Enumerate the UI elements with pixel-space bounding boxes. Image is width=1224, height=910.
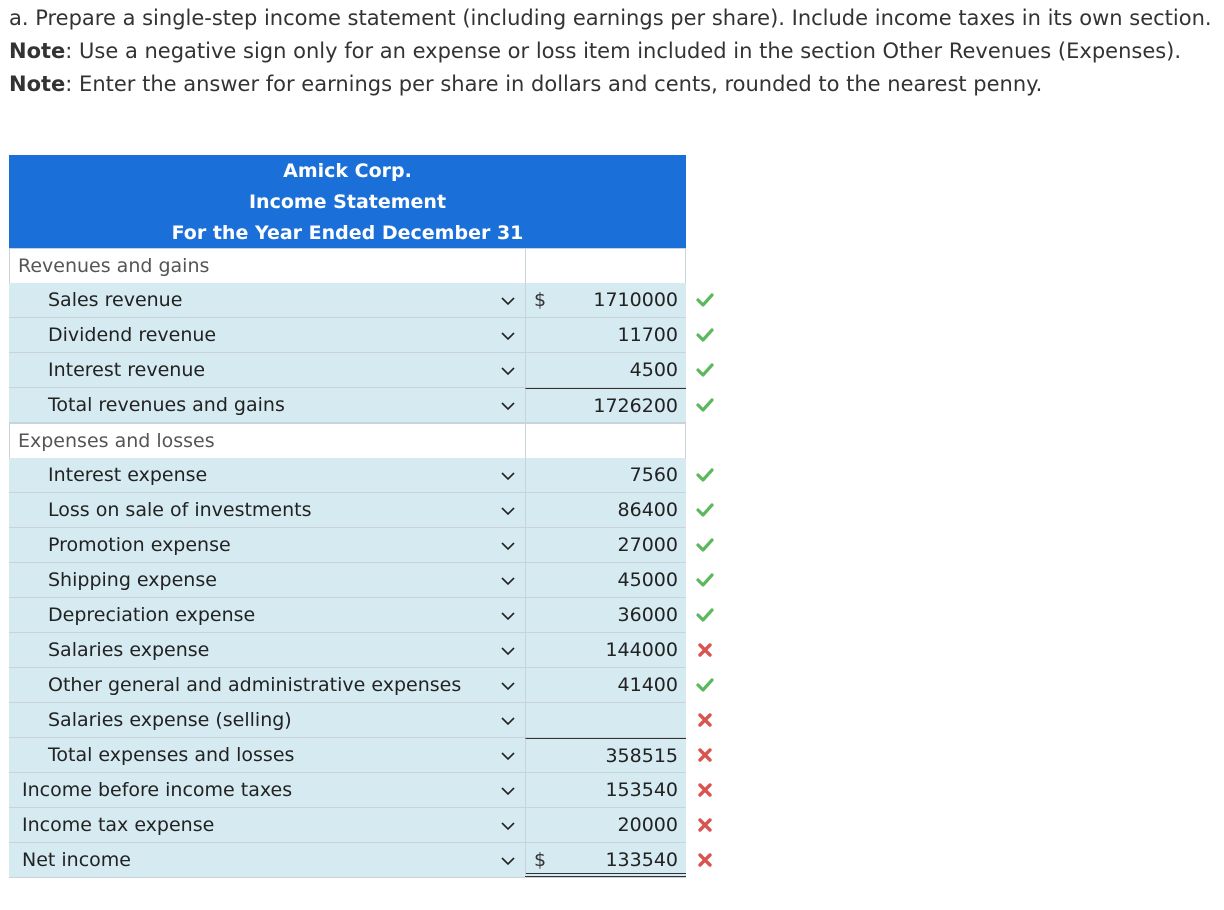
chevron-down-icon[interactable] — [501, 328, 515, 342]
amount-input[interactable] — [525, 563, 686, 597]
section-label: Revenues and gains — [9, 249, 525, 283]
account-select[interactable]: Depreciation expense — [9, 598, 525, 632]
amount-input[interactable] — [525, 458, 686, 492]
amount-value: 27000 — [617, 534, 678, 556]
chevron-down-icon[interactable] — [501, 783, 515, 797]
chevron-down-icon[interactable] — [501, 503, 515, 517]
chevron-down-icon[interactable] — [501, 748, 515, 762]
section-value — [525, 424, 686, 458]
statement-row — [9, 283, 686, 318]
amount-input[interactable] — [525, 528, 686, 562]
x-icon — [696, 781, 714, 799]
x-icon — [696, 711, 714, 729]
statement-title: Income Statement — [248, 191, 447, 213]
amount-input[interactable] — [525, 808, 686, 842]
x-icon — [696, 851, 714, 869]
amount-value: 36000 — [617, 604, 678, 626]
account-select[interactable]: Salaries expense — [9, 633, 525, 667]
statement-row — [9, 458, 686, 493]
account-select[interactable]: Net income — [9, 843, 525, 877]
section-value — [525, 249, 686, 283]
amount-input[interactable] — [525, 318, 686, 352]
check-icon — [696, 606, 714, 624]
chevron-down-icon[interactable] — [501, 398, 515, 412]
x-icon — [696, 746, 714, 764]
statement-header — [9, 155, 686, 248]
section-label: Expenses and losses — [9, 424, 525, 458]
section-heading-revenues — [9, 248, 686, 283]
amount-value: 153540 — [605, 779, 678, 801]
statement-row — [9, 633, 686, 668]
statement-row — [9, 668, 686, 703]
statement-row — [9, 528, 686, 563]
check-icon — [696, 501, 714, 519]
account-select[interactable]: Salaries expense (selling) — [9, 703, 525, 737]
note-line-2 — [9, 68, 1219, 101]
amount-input[interactable] — [525, 598, 686, 632]
statement-row — [9, 493, 686, 528]
check-icon — [696, 676, 714, 694]
amount-input[interactable] — [525, 388, 686, 422]
chevron-down-icon[interactable] — [501, 713, 515, 727]
statement-row — [9, 738, 686, 773]
account-select[interactable]: Promotion expense — [9, 528, 525, 562]
amount-input[interactable] — [525, 738, 686, 772]
statement-row — [9, 703, 686, 738]
statement-row — [9, 318, 686, 353]
chevron-down-icon[interactable] — [501, 573, 515, 587]
amount-value: 4500 — [629, 359, 678, 381]
amount-value: 41400 — [617, 674, 678, 696]
check-icon — [696, 291, 714, 309]
section-heading-expenses — [9, 423, 686, 458]
amount-input[interactable] — [525, 773, 686, 807]
amount-input[interactable] — [525, 283, 686, 317]
check-icon — [696, 361, 714, 379]
amount-value: 144000 — [605, 639, 678, 661]
statement-row — [9, 388, 686, 423]
chevron-down-icon[interactable] — [501, 363, 515, 377]
check-icon — [696, 571, 714, 589]
account-select[interactable]: Shipping expense — [9, 563, 525, 597]
amount-input[interactable] — [525, 633, 686, 667]
account-select[interactable]: Dividend revenue — [9, 318, 525, 352]
x-icon — [696, 816, 714, 834]
currency-symbol: $ — [534, 289, 547, 311]
account-select[interactable]: Total expenses and losses — [9, 738, 525, 772]
instructions — [9, 2, 1219, 101]
statement-period: For the Year Ended December 31 — [171, 222, 524, 244]
note-text: : Use a negative sign only for an expense or loss item included in the section Other Revenues (Expenses). — [65, 39, 1182, 63]
note-label: Note — [9, 39, 66, 63]
amount-value: 7560 — [629, 464, 678, 486]
x-icon — [696, 641, 714, 659]
chevron-down-icon[interactable] — [501, 468, 515, 482]
amount-input[interactable] — [525, 493, 686, 527]
amount-input[interactable] — [525, 353, 686, 387]
check-icon — [696, 536, 714, 554]
currency-symbol: $ — [534, 849, 547, 871]
amount-value: 133540 — [605, 849, 678, 871]
account-select[interactable]: Other general and administrative expenses — [9, 668, 525, 702]
account-select[interactable]: Income tax expense — [9, 808, 525, 842]
account-select[interactable]: Sales revenue — [9, 283, 525, 317]
statement-row — [9, 598, 686, 633]
amount-input[interactable] — [525, 703, 686, 737]
chevron-down-icon[interactable] — [501, 293, 515, 307]
chevron-down-icon[interactable] — [501, 818, 515, 832]
account-select[interactable]: Interest expense — [9, 458, 525, 492]
chevron-down-icon[interactable] — [501, 853, 515, 867]
income-statement — [9, 155, 686, 878]
statement-row — [9, 773, 686, 808]
statement-row — [9, 843, 686, 878]
amount-value: 1710000 — [593, 289, 678, 311]
amount-input[interactable] — [525, 668, 686, 702]
amount-value: 45000 — [617, 569, 678, 591]
chevron-down-icon[interactable] — [501, 608, 515, 622]
note-line-1 — [9, 35, 1219, 68]
instruction-line: a. Prepare a single-step income statement (including earnings per share). Include income taxes in its own section. — [9, 6, 1212, 30]
amount-value: 20000 — [617, 814, 678, 836]
amount-value: 358515 — [605, 745, 678, 767]
check-icon — [696, 396, 714, 414]
note-text: : Enter the answer for earnings per share in dollars and cents, rounded to the nearest penny. — [65, 72, 1043, 96]
account-select[interactable]: Loss on sale of investments — [9, 493, 525, 527]
amount-value: 11700 — [617, 324, 678, 346]
amount-value: 86400 — [617, 499, 678, 521]
check-icon — [696, 326, 714, 344]
statement-row — [9, 353, 686, 388]
amount-value: 1726200 — [593, 395, 678, 417]
note-label: Note — [9, 72, 66, 96]
account-select[interactable]: Interest revenue — [9, 353, 525, 387]
statement-row — [9, 563, 686, 598]
statement-row — [9, 808, 686, 843]
chevron-down-icon[interactable] — [501, 643, 515, 657]
check-icon — [696, 466, 714, 484]
account-select[interactable]: Income before income taxes — [9, 773, 525, 807]
amount-input[interactable] — [525, 843, 686, 877]
account-select[interactable]: Total revenues and gains — [9, 388, 525, 422]
chevron-down-icon[interactable] — [501, 678, 515, 692]
chevron-down-icon[interactable] — [501, 538, 515, 552]
company-name: Amick Corp. — [283, 160, 412, 182]
